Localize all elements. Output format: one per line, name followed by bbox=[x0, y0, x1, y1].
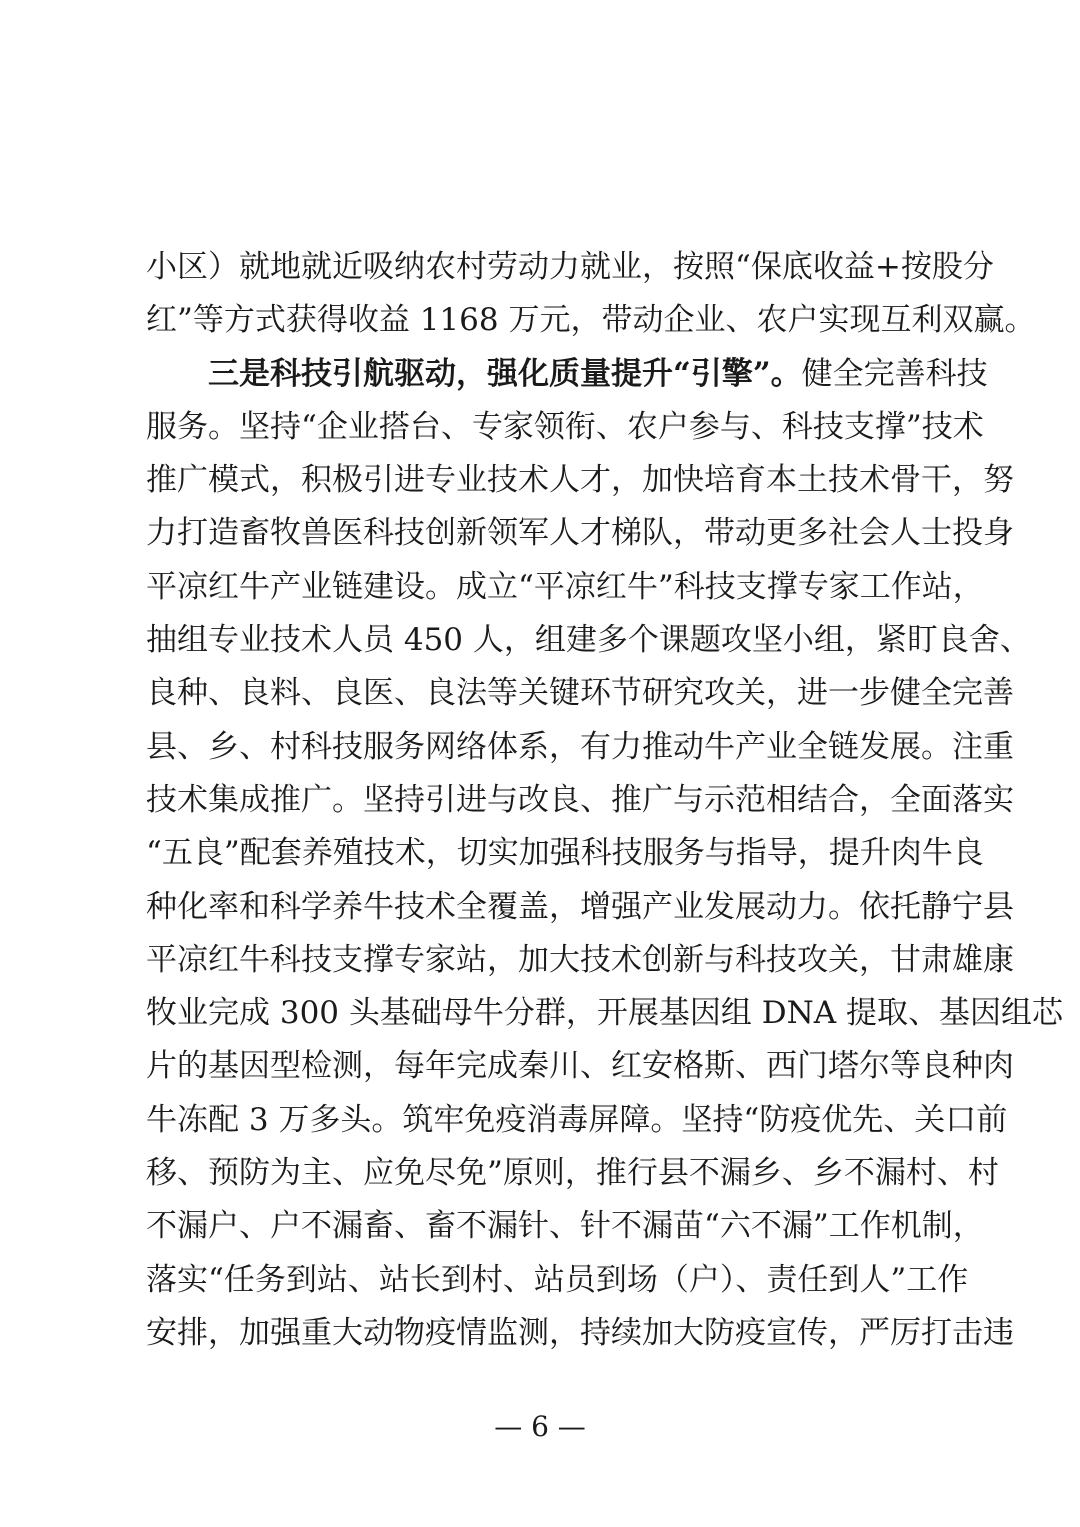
paragraph-line: 县、乡、村科技服务网络体系，有力推动牛产业全链发展。注重 bbox=[146, 728, 1014, 765]
paragraph-line: 片的基因型检测，每年完成秦川、红安格斯、西门塔尔等良种肉 bbox=[146, 1048, 1014, 1085]
paragraph-line: 力打造畜牧兽医科技创新领军人才梯队，带动更多社会人士投身 bbox=[146, 515, 1014, 552]
paragraph-line: 牛冻配 3 万多头。筑牢免疫消毒屏障。坚持“防疫优先、关口前 bbox=[146, 1101, 1008, 1138]
page-number: — 6 — bbox=[494, 1410, 586, 1443]
paragraph-line: 良种、良料、良医、良法等关键环节研究攻关，进一步健全完善 bbox=[146, 675, 1014, 712]
paragraph-line: 服务。坚持“企业搭台、专家领衔、农户参与、科技支撑”技术 bbox=[146, 408, 984, 445]
paragraph-line: 平凉红牛科技支撑专家站，加大技术创新与科技攻关，甘肃雄康 bbox=[146, 941, 1014, 978]
paragraph-line: 推广模式，积极引进专业技术人才，加快培育本土技术骨干，努 bbox=[146, 462, 1014, 499]
section-heading: 三是科技引航驱动，强化质量提升“引擎”。 bbox=[208, 355, 802, 392]
body-text bbox=[146, 241, 1063, 1360]
paragraph-line: 小区）就地就近吸纳农村劳动力就业，按照“保底收益+按股分 bbox=[146, 249, 994, 285]
paragraph-line: 移、预防为主、应免尽免”原则，推行县不漏乡、乡不漏村、村 bbox=[146, 1155, 999, 1192]
heading-line-rest: 健全完善科技 bbox=[801, 355, 988, 392]
paragraph-line: “五良”配套养殖技术，切实加强科技服务与指导，提升肉牛良 bbox=[146, 835, 984, 872]
paragraph-heading-line bbox=[146, 348, 988, 401]
paragraph-line: 平凉红牛产业链建设。成立“平凉红牛”科技支撑专家工作站， bbox=[146, 568, 984, 605]
paragraph-line: 技术集成推广。坚持引进与改良、推广与示范相结合，全面落实 bbox=[146, 781, 1014, 818]
paragraph-line: 安排，加强重大动物疫情监测，持续加大防疫宣传，严厉打击违 bbox=[146, 1314, 1014, 1351]
paragraph-line: 落实“任务到站、站长到村、站员到场（户）、责任到人”工作 bbox=[146, 1261, 969, 1298]
paragraph-line: 抽组专业技术人员 450 人，组建多个课题攻坚小组，紧盯良舍、 bbox=[146, 622, 1031, 659]
paragraph-line: 红”等方式获得收益 1168 万元，带动企业、农户实现互利双赢。 bbox=[146, 302, 1036, 339]
paragraph-line: 不漏户、户不漏畜、畜不漏针、针不漏苗“六不漏”工作机制， bbox=[146, 1208, 984, 1245]
paragraph-line: 种化率和科学养牛技术全覆盖，增强产业发展动力。依托静宁县 bbox=[146, 888, 1014, 925]
paragraph-line: 牧业完成 300 头基础母牛分群，开展基因组 DNA 提取、基因组芯 bbox=[146, 995, 1063, 1032]
